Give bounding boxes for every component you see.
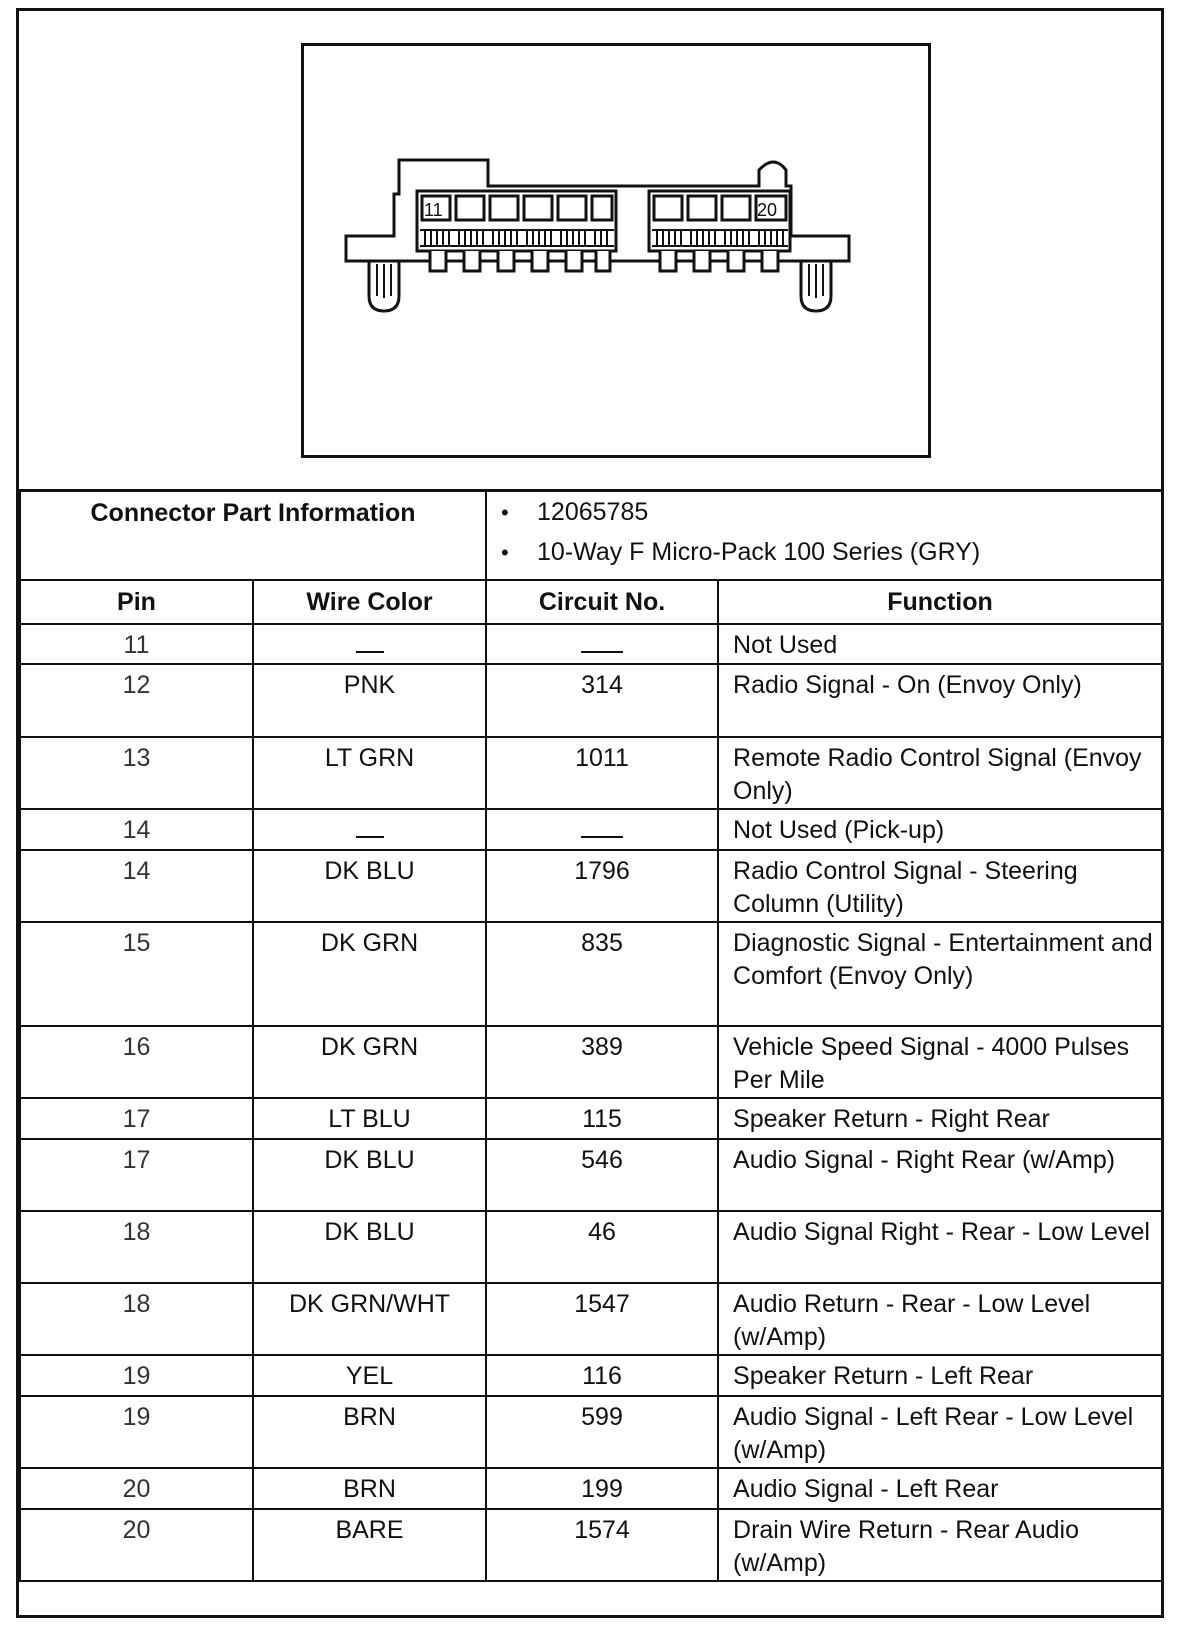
connector-drawing: [304, 46, 928, 455]
function-cell: Remote Radio Control Signal (Envoy Only): [718, 737, 1162, 809]
pin-cell: 17: [20, 1139, 253, 1211]
wire-color-cell: [253, 624, 486, 664]
wire-color-cell: [253, 809, 486, 850]
circuit-cell: 1574: [486, 1509, 718, 1581]
terminal-slots: [420, 230, 788, 246]
pin-cell: 11: [20, 624, 253, 664]
header-function: Function: [718, 580, 1162, 624]
wire-color-cell: BRN: [253, 1468, 486, 1509]
function-cell: Radio Control Signal - Steering Column (Utility): [718, 850, 1162, 922]
wire-color-cell: BARE: [253, 1509, 486, 1581]
table-row: [20, 1509, 1162, 1581]
circuit-cell: 835: [486, 922, 718, 1026]
connector-diagram: [301, 43, 931, 458]
circuit-cell: 599: [486, 1396, 718, 1468]
wire-color-cell: LT GRN: [253, 737, 486, 809]
function-cell: Audio Return - Rear - Low Level (w/Amp): [718, 1283, 1162, 1355]
pin-cell: 16: [20, 1026, 253, 1098]
connector-description: 10-Way F Micro-Pack 100 Series (GRY): [537, 538, 981, 566]
circuit-cell: 46: [486, 1211, 718, 1283]
function-cell: Audio Signal - Left Rear - Low Level (w/Amp): [718, 1396, 1162, 1468]
wire-color-cell: YEL: [253, 1355, 486, 1396]
wire-color-cell: DK BLU: [253, 850, 486, 922]
function-cell: Drain Wire Return - Rear Audio (w/Amp): [718, 1509, 1162, 1581]
empty-dash: [581, 651, 623, 653]
empty-dash: [356, 836, 384, 838]
header-pin: Pin: [20, 580, 253, 624]
pin-cell: 14: [20, 850, 253, 922]
wire-color-cell: LT BLU: [253, 1098, 486, 1139]
circuit-cell: 1011: [486, 737, 718, 809]
wire-color-cell: PNK: [253, 664, 486, 737]
pin-cell: 14: [20, 809, 253, 850]
function-cell: Speaker Return - Right Rear: [718, 1098, 1162, 1139]
header-wire-color: Wire Color: [253, 580, 486, 624]
pin-cell: 18: [20, 1283, 253, 1355]
header-circuit-no: Circuit No.: [486, 580, 718, 624]
connector-info-heading: Connector Part Information: [20, 491, 486, 581]
pin-cell: 17: [20, 1098, 253, 1139]
table-row: [20, 737, 1162, 809]
wire-color-cell: DK GRN: [253, 922, 486, 1026]
empty-dash: [356, 651, 384, 653]
empty-dash: [581, 836, 623, 838]
circuit-cell: 116: [486, 1355, 718, 1396]
pin-label-11: 11: [424, 200, 443, 220]
function-cell: Audio Signal - Left Rear: [718, 1468, 1162, 1509]
pin-cell: 20: [20, 1509, 253, 1581]
circuit-cell: 1796: [486, 850, 718, 922]
table-row: [20, 850, 1162, 922]
table-row: [20, 624, 1162, 664]
table-row: [20, 1139, 1162, 1211]
table-row: [20, 922, 1162, 1026]
bullet-icon: •: [501, 540, 509, 565]
bullet-icon: •: [501, 500, 509, 525]
function-cell: Audio Signal - Right Rear (w/Amp): [718, 1139, 1162, 1211]
circuit-cell: 1547: [486, 1283, 718, 1355]
function-cell: Not Used: [718, 624, 1162, 664]
circuit-cell: [486, 809, 718, 850]
table-row: [20, 1283, 1162, 1355]
connector-info-row: [20, 491, 1162, 581]
wire-color-cell: BRN: [253, 1396, 486, 1468]
table-row: [20, 1211, 1162, 1283]
pin-cell: 20: [20, 1468, 253, 1509]
pin-cell: 15: [20, 922, 253, 1026]
pin-cell: 19: [20, 1396, 253, 1468]
pin-cell: 13: [20, 737, 253, 809]
wire-color-cell: DK GRN: [253, 1026, 486, 1098]
circuit-cell: 314: [486, 664, 718, 737]
table-row: [20, 664, 1162, 737]
diagram-area: [19, 11, 1161, 489]
wire-color-cell: DK BLU: [253, 1211, 486, 1283]
circuit-cell: 546: [486, 1139, 718, 1211]
function-cell: Vehicle Speed Signal - 4000 Pulses Per Mile: [718, 1026, 1162, 1098]
pin-label-20: 20: [757, 200, 778, 220]
table-row: [20, 1098, 1162, 1139]
wire-color-cell: DK GRN/WHT: [253, 1283, 486, 1355]
pin-cell: 12: [20, 664, 253, 737]
circuit-cell: 199: [486, 1468, 718, 1509]
function-cell: Diagnostic Signal - Entertainment and Comfort (Envoy Only): [718, 922, 1162, 1026]
info-item: [501, 496, 1161, 536]
info-item: [501, 536, 1161, 576]
pin-row-left: [422, 196, 612, 220]
table-row: [20, 1355, 1162, 1396]
pin-cell: 18: [20, 1211, 253, 1283]
table-header-row: [20, 580, 1162, 624]
table-row: [20, 1026, 1162, 1098]
table-row: [20, 1468, 1162, 1509]
function-cell: Radio Signal - On (Envoy Only): [718, 664, 1162, 737]
connector-sheet: [16, 8, 1164, 1618]
table-row: [20, 1396, 1162, 1468]
table-row: [20, 809, 1162, 850]
wire-color-cell: DK BLU: [253, 1139, 486, 1211]
circuit-cell: 115: [486, 1098, 718, 1139]
function-cell: Audio Signal Right - Rear - Low Level: [718, 1211, 1162, 1283]
pin-table: [19, 489, 1163, 1582]
pin-cell: 19: [20, 1355, 253, 1396]
circuit-cell: [486, 624, 718, 664]
function-cell: Speaker Return - Left Rear: [718, 1355, 1162, 1396]
part-number: 12065785: [537, 498, 649, 526]
connector-info-list: [486, 491, 1162, 581]
function-cell: Not Used (Pick-up): [718, 809, 1162, 850]
circuit-cell: 389: [486, 1026, 718, 1098]
